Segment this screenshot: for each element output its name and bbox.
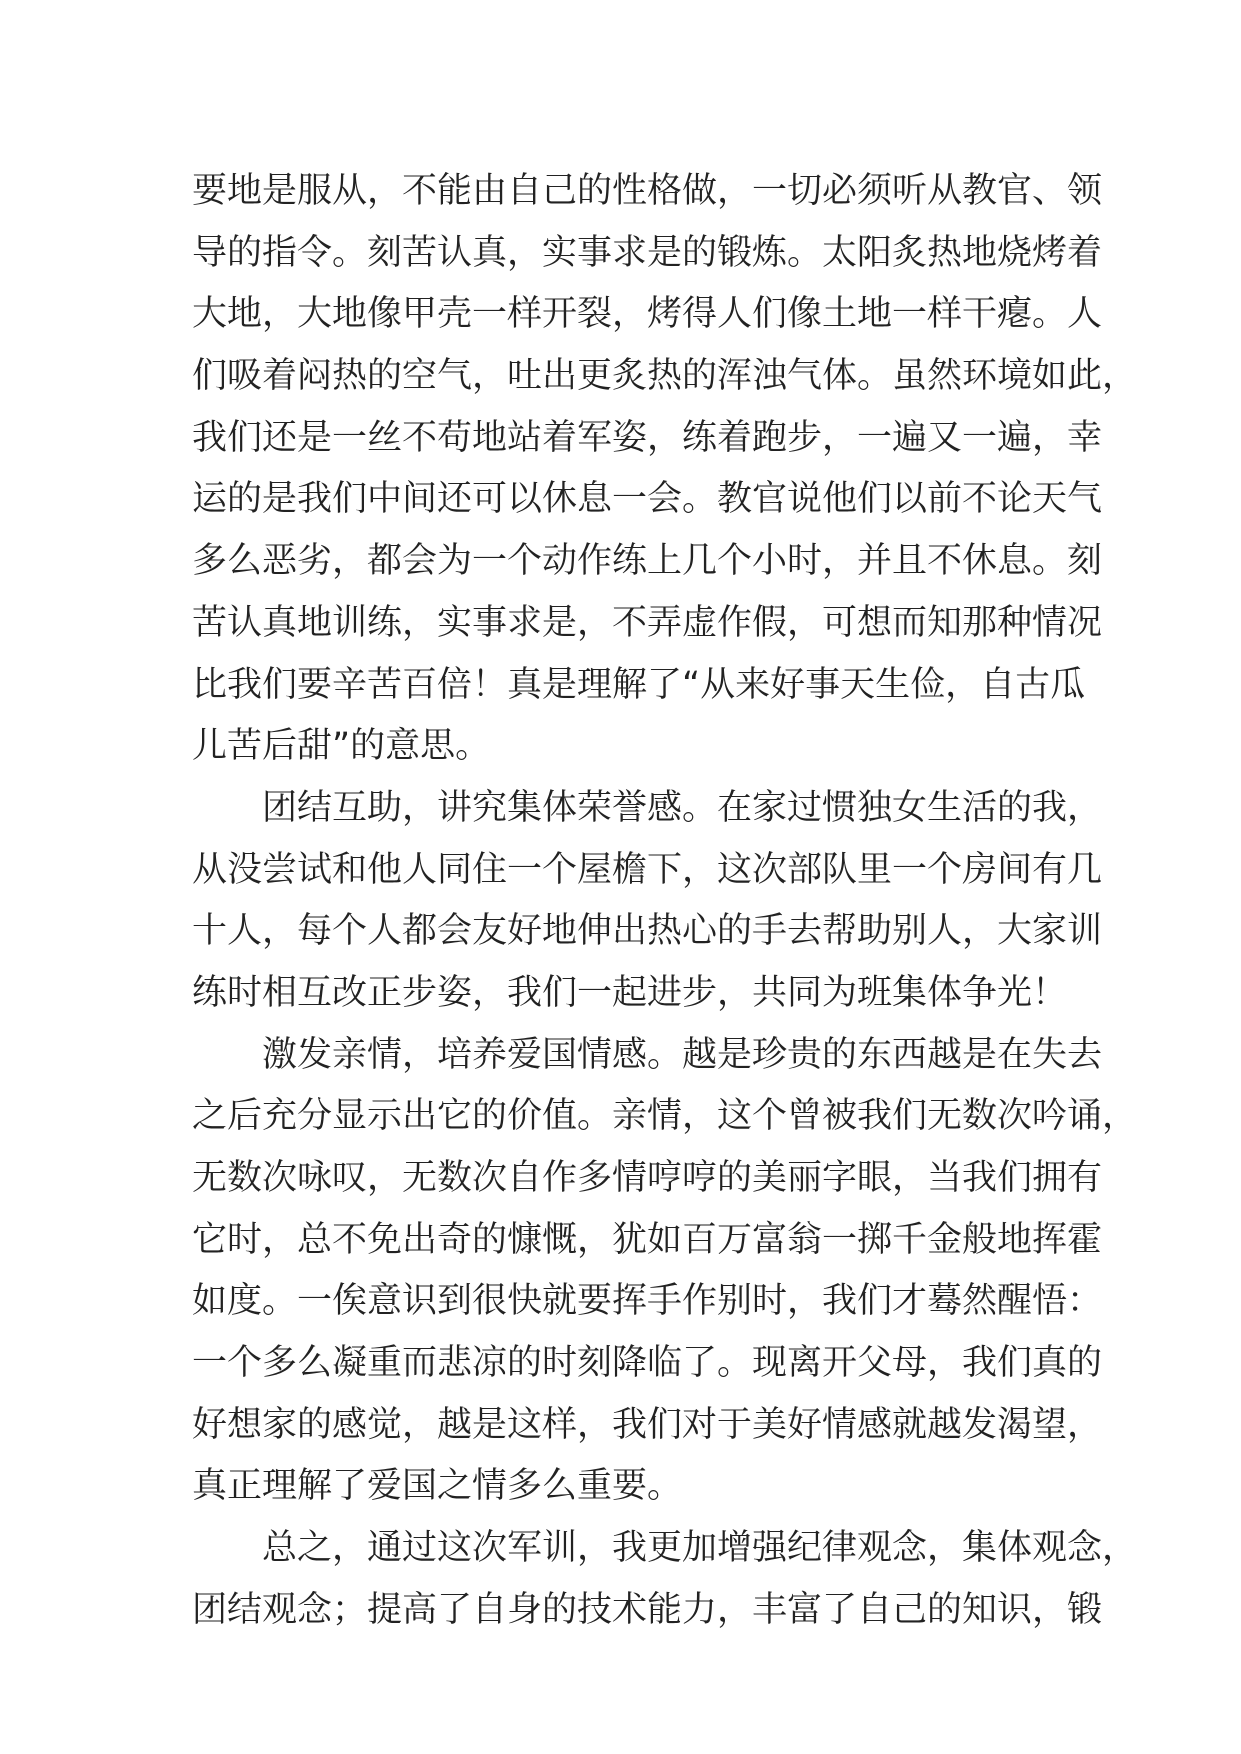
text-line: 团结观念；提高了自身的技术能力，丰富了自己的知识，锻 bbox=[192, 1589, 1103, 1630]
text-line: 真正理解了爱国之情多么重要。 bbox=[192, 1466, 683, 1507]
text-line: 无数次咏叹，无数次自作多情哼哼的美丽字眼，当我们拥有 bbox=[192, 1158, 1103, 1198]
text-line: 一个多么凝重而悲凉的时刻降临了。现离开父母，我们真的 bbox=[192, 1343, 1103, 1384]
paragraph-first-line: 激发亲情，培养爱国情感。越是珍贵的东西越是在失去 bbox=[262, 1034, 1103, 1075]
text-line: 好想家的感觉，越是这样，我们对于美好情感就越发渴望， bbox=[192, 1404, 1103, 1445]
text-line: 大地，大地像甲壳一样开裂，烤得人们像土地一样干瘪。人 bbox=[192, 294, 1103, 335]
text-line: 之后充分显示出它的价值。亲情，这个曾被我们无数次吟诵， bbox=[192, 1096, 1138, 1137]
text-line: 练时相互改正步姿，我们一起进步，共同为班集体争光！ bbox=[192, 972, 1068, 1013]
paragraph-first-line: 团结互助，讲究集体荣誉感。在家过惯独女生活的我， bbox=[262, 787, 1103, 828]
text-line: 导的指令。刻苦认真，实事求是的锻炼。太阳炙热地烧烤着 bbox=[192, 232, 1103, 273]
body-text bbox=[192, 161, 1138, 1642]
text-line: 我们还是一丝不苟地站着军姿，练着跑步，一遍又一遍，幸 bbox=[192, 417, 1103, 458]
text-line: 儿苦后甜”的意思。 bbox=[192, 726, 491, 767]
text-line: 们吸着闷热的空气，吐出更炙热的浑浊气体。虽然环境如此， bbox=[192, 356, 1138, 397]
text-line: 比我们要辛苦百倍！真是理解了“从来好事天生俭，自古瓜 bbox=[192, 664, 1086, 705]
text-line: 运的是我们中间还可以休息一会。教官说他们以前不论天气 bbox=[192, 479, 1103, 520]
text-line: 它时，总不免出奇的慷慨，犹如百万富翁一掷千金般地挥霍 bbox=[192, 1219, 1103, 1260]
text-line: 十人，每个人都会友好地伸出热心的手去帮助别人，大家训 bbox=[192, 911, 1103, 952]
text-line: 多么恶劣，都会为一个动作练上几个小时，并且不休息。刻 bbox=[192, 541, 1103, 582]
paragraph-first-line: 总之，通过这次军训，我更加增强纪律观念，集体观念， bbox=[262, 1528, 1138, 1569]
text-line: 从没尝试和他人同住一个屋檐下，这次部队里一个房间有几 bbox=[192, 849, 1103, 890]
text-line: 苦认真地训练，实事求是，不弄虚作假，可想而知那种情况 bbox=[192, 602, 1103, 643]
text-line: 如度。一俟意识到很快就要挥手作别时，我们才蓦然醒悟： bbox=[192, 1281, 1103, 1322]
text-line: 要地是服从，不能由自己的性格做，一切必须听从教官、领 bbox=[192, 171, 1103, 211]
